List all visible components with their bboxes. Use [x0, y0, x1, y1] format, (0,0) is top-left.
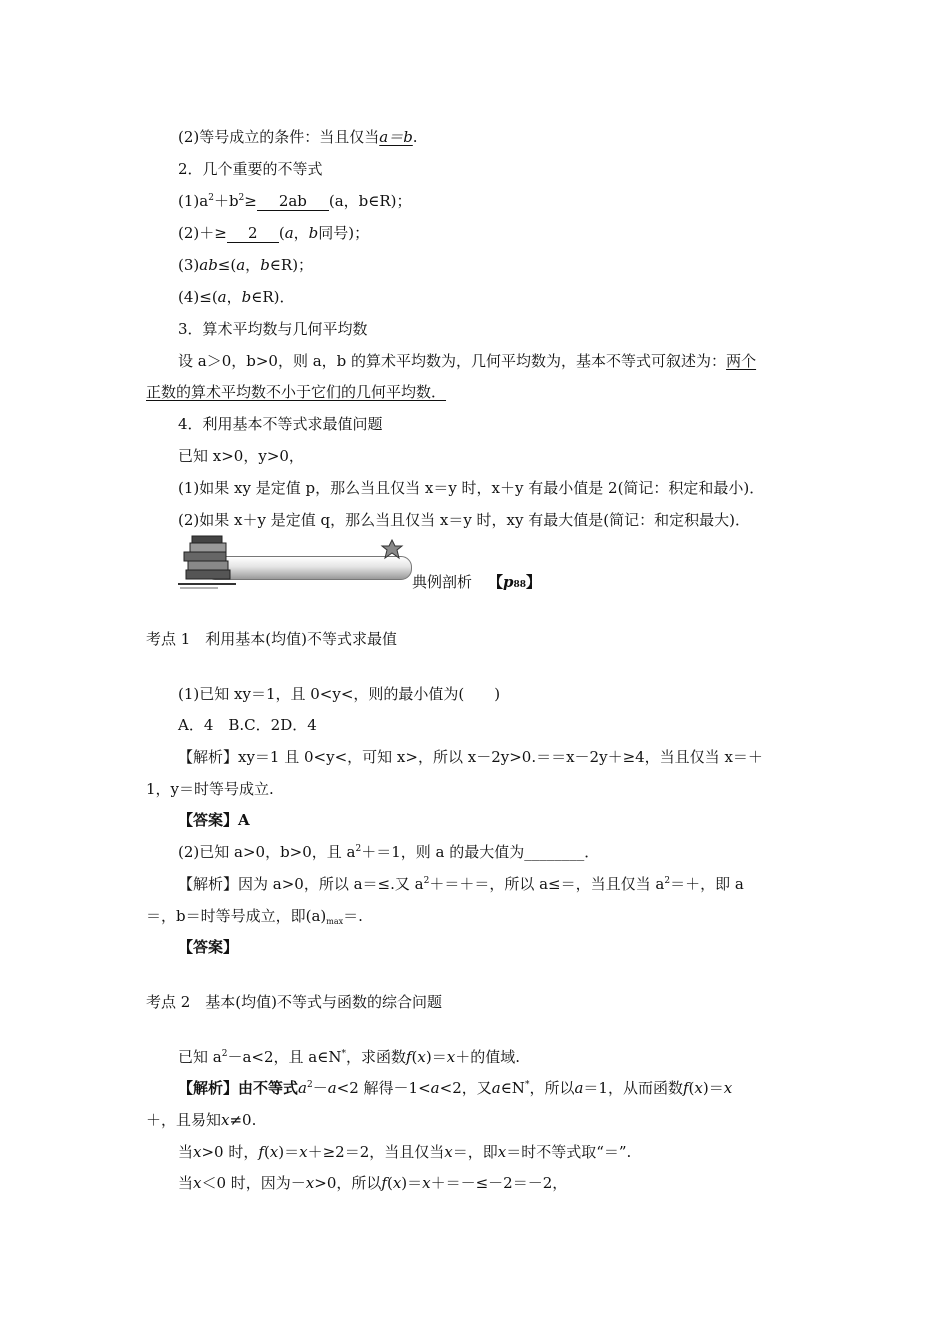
text: ＝时不等式取“＝”.: [506, 1143, 632, 1161]
text: (a，b∈R)；: [328, 192, 412, 210]
text: ≤(: [217, 256, 237, 274]
page-reference: [488, 571, 541, 592]
text: ＋的值域.: [455, 1048, 520, 1066]
text: ＝＋，即 a: [670, 875, 744, 893]
section-2-heading: 2．几个重要的不等式: [178, 160, 323, 178]
superscript: 2: [664, 876, 671, 886]
text: ＋≥2＝2，当且仅当: [307, 1143, 445, 1161]
leaf-icon: [380, 538, 404, 560]
text: ∈R)．: [251, 288, 295, 306]
topic-2-heading: 考点 2 基本(均值)不等式与函数的综合问题: [146, 993, 443, 1011]
answer-blank: 2: [227, 225, 279, 243]
equality-condition-line: [178, 127, 418, 147]
text: 当: [178, 1143, 194, 1161]
text: )＝: [278, 1143, 300, 1161]
text: ＋＝1，则 a 的最大值为________．: [361, 843, 600, 861]
section-4-heading: 4．利用基本不等式求最值问题: [178, 415, 383, 433]
example-2-solution-cont: [146, 906, 363, 926]
text: ＝.: [343, 907, 363, 925]
text: )＝: [401, 1174, 423, 1192]
text: )＝: [425, 1048, 447, 1066]
text: 设 a＞0，b>0，则 a，b 的算术平均数为，几何平均数为，基本不等式可叙述为：: [178, 352, 727, 370]
text: .: [412, 128, 418, 146]
text: (: [278, 224, 285, 242]
text: x: [694, 1079, 703, 1097]
text: x: [269, 1143, 279, 1161]
text: ＝，b＝时等号成立，即(a): [146, 907, 327, 925]
answer-underlined: 两个: [726, 352, 757, 370]
text: a: [430, 1079, 440, 1097]
text: ，: [226, 288, 242, 306]
means-definition-line: [178, 351, 756, 371]
text: x: [193, 1143, 202, 1161]
text: ∈R)；: [269, 256, 314, 274]
superscript: *: [341, 1049, 346, 1059]
superscript: 2: [423, 876, 430, 886]
text: x: [305, 1174, 315, 1192]
example-1-solution: 【解析】xy＝1 且 0<y<，可知 x>，所以 x－2y>0.＝＝x－2y＋≥4，当且仅当 x＝＋: [178, 748, 763, 766]
text: ＜0 时，因为－: [201, 1174, 306, 1192]
text: (: [263, 1143, 270, 1161]
section-banner: [178, 534, 410, 590]
text: x: [193, 1174, 202, 1192]
text: ＋＝－≤－2＝－2，: [430, 1174, 568, 1192]
text: a: [284, 224, 294, 242]
text: ≠0.: [229, 1111, 257, 1129]
topic-2-solution-3: [178, 1173, 567, 1193]
text: b: [241, 288, 252, 306]
text: a: [236, 256, 246, 274]
text: f: [405, 1048, 412, 1066]
text: (2)等号成立的条件：当且仅当: [178, 128, 380, 146]
text: x: [422, 1174, 431, 1192]
topic-2-solution-1-cont: [146, 1110, 256, 1130]
text: x: [444, 1143, 453, 1161]
text: a: [574, 1079, 584, 1097]
topic-2-solution-1: [178, 1078, 732, 1098]
example-1-options: A．4 B.C．2D．4: [178, 716, 317, 734]
text: x: [221, 1111, 230, 1129]
text: x: [417, 1048, 426, 1066]
text: <2，又: [439, 1079, 492, 1097]
superscript: 2: [238, 193, 245, 203]
text: －a<2，且 a∈N: [227, 1048, 342, 1066]
text: ＋b: [213, 192, 239, 210]
text: ，: [293, 224, 309, 242]
superscript: 2: [355, 844, 362, 854]
topic-2-question: [178, 1047, 520, 1067]
text: (: [688, 1079, 695, 1097]
text: 当: [178, 1174, 194, 1192]
text: (2)＋≥: [178, 224, 227, 242]
example-1-question: (1)已知 xy＝1，且 0<y<，则的最小值为( ): [178, 685, 501, 703]
answer-underlined: 正数的算术平均数不小于它们的几何平均数．: [146, 383, 447, 401]
text: ＋＝＋＝，所以 a≤＝，当且仅当 a: [429, 875, 665, 893]
means-definition-continued: [146, 382, 446, 402]
answer-blank: 2ab: [257, 193, 329, 211]
text: x: [723, 1079, 733, 1097]
inequality-3: [178, 255, 313, 275]
text: a: [298, 1079, 307, 1097]
example-1-answer: 【答案】A: [178, 811, 250, 829]
given-line: 已知 x>0，y>0，: [178, 447, 304, 465]
text: <2 解得－1<: [336, 1079, 431, 1097]
text: f: [258, 1143, 264, 1161]
text: 】: [526, 573, 542, 591]
text: f: [381, 1174, 387, 1192]
text: ＝1，从而函数: [583, 1079, 683, 1097]
rule-sum-fixed: (2)如果 x＋y 是定值 q，那么当且仅当 x＝y 时，xy 有最大值是(简记：和定积最大)．: [178, 511, 750, 529]
text: )＝: [702, 1079, 724, 1097]
text: p: [503, 573, 514, 591]
text: >0 时，: [201, 1143, 259, 1161]
section-3-heading: 3．算术平均数与几何平均数: [178, 320, 368, 338]
text: 【解析】由不等式: [178, 1079, 299, 1097]
text: a: [491, 1079, 501, 1097]
text: (4)≤(: [178, 288, 218, 306]
answer-underlined: a＝b: [379, 128, 413, 146]
text: (: [386, 1174, 393, 1192]
text: a: [327, 1079, 337, 1097]
text: ，求函数: [345, 1048, 406, 1066]
text: (2)已知 a>0，b>0，且 a: [178, 843, 356, 861]
text: ab: [199, 256, 218, 274]
text: x: [392, 1174, 402, 1192]
text: ，所以: [529, 1079, 575, 1097]
superscript: 2: [208, 193, 214, 203]
text: ＝，即: [452, 1143, 498, 1161]
text: ∈N: [500, 1079, 525, 1097]
text: f: [682, 1079, 689, 1097]
text: 已知 a: [178, 1048, 222, 1066]
example-2-question: [178, 842, 599, 862]
text: b: [308, 224, 319, 242]
text: ≥: [244, 192, 257, 210]
text: 【: [488, 573, 504, 591]
text: a: [217, 288, 227, 306]
inequality-1: [178, 191, 412, 211]
text: －: [312, 1079, 328, 1097]
text: 同号)；: [318, 224, 370, 242]
text: (1)a: [178, 192, 209, 210]
text: b: [260, 256, 270, 274]
text: ＋，且易知: [146, 1111, 222, 1129]
books-icon: [178, 534, 238, 590]
text: x: [299, 1143, 308, 1161]
example-1-solution-cont: 1，y＝时等号成立.: [146, 780, 274, 798]
text: x: [497, 1143, 507, 1161]
inequality-4: [178, 287, 295, 307]
inequality-2: [178, 223, 369, 243]
text: x: [446, 1048, 456, 1066]
text: ，: [245, 256, 261, 274]
text: (3): [178, 256, 200, 274]
text: (: [411, 1048, 418, 1066]
text: >0，所以: [314, 1174, 382, 1192]
superscript: 2: [306, 1080, 313, 1090]
example-2-solution: [178, 874, 744, 894]
text: 88: [513, 580, 527, 590]
superscript: *: [524, 1080, 530, 1090]
banner-title: 典例剖析: [412, 573, 473, 591]
topic-1-heading: 考点 1 利用基本(均值)不等式求最值: [146, 630, 398, 648]
rule-product-fixed: (1)如果 xy 是定值 p，那么当且仅当 x＝y 时，x＋y 有最小值是 2(简记：积定和最小)．: [178, 479, 765, 497]
topic-2-solution-2: [178, 1142, 631, 1162]
text: 【解析】因为 a>0，所以 a＝≤.又 a: [178, 875, 424, 893]
subscript: max: [326, 917, 344, 926]
example-2-answer: 【答案】: [178, 938, 239, 956]
superscript: 2: [221, 1049, 228, 1059]
